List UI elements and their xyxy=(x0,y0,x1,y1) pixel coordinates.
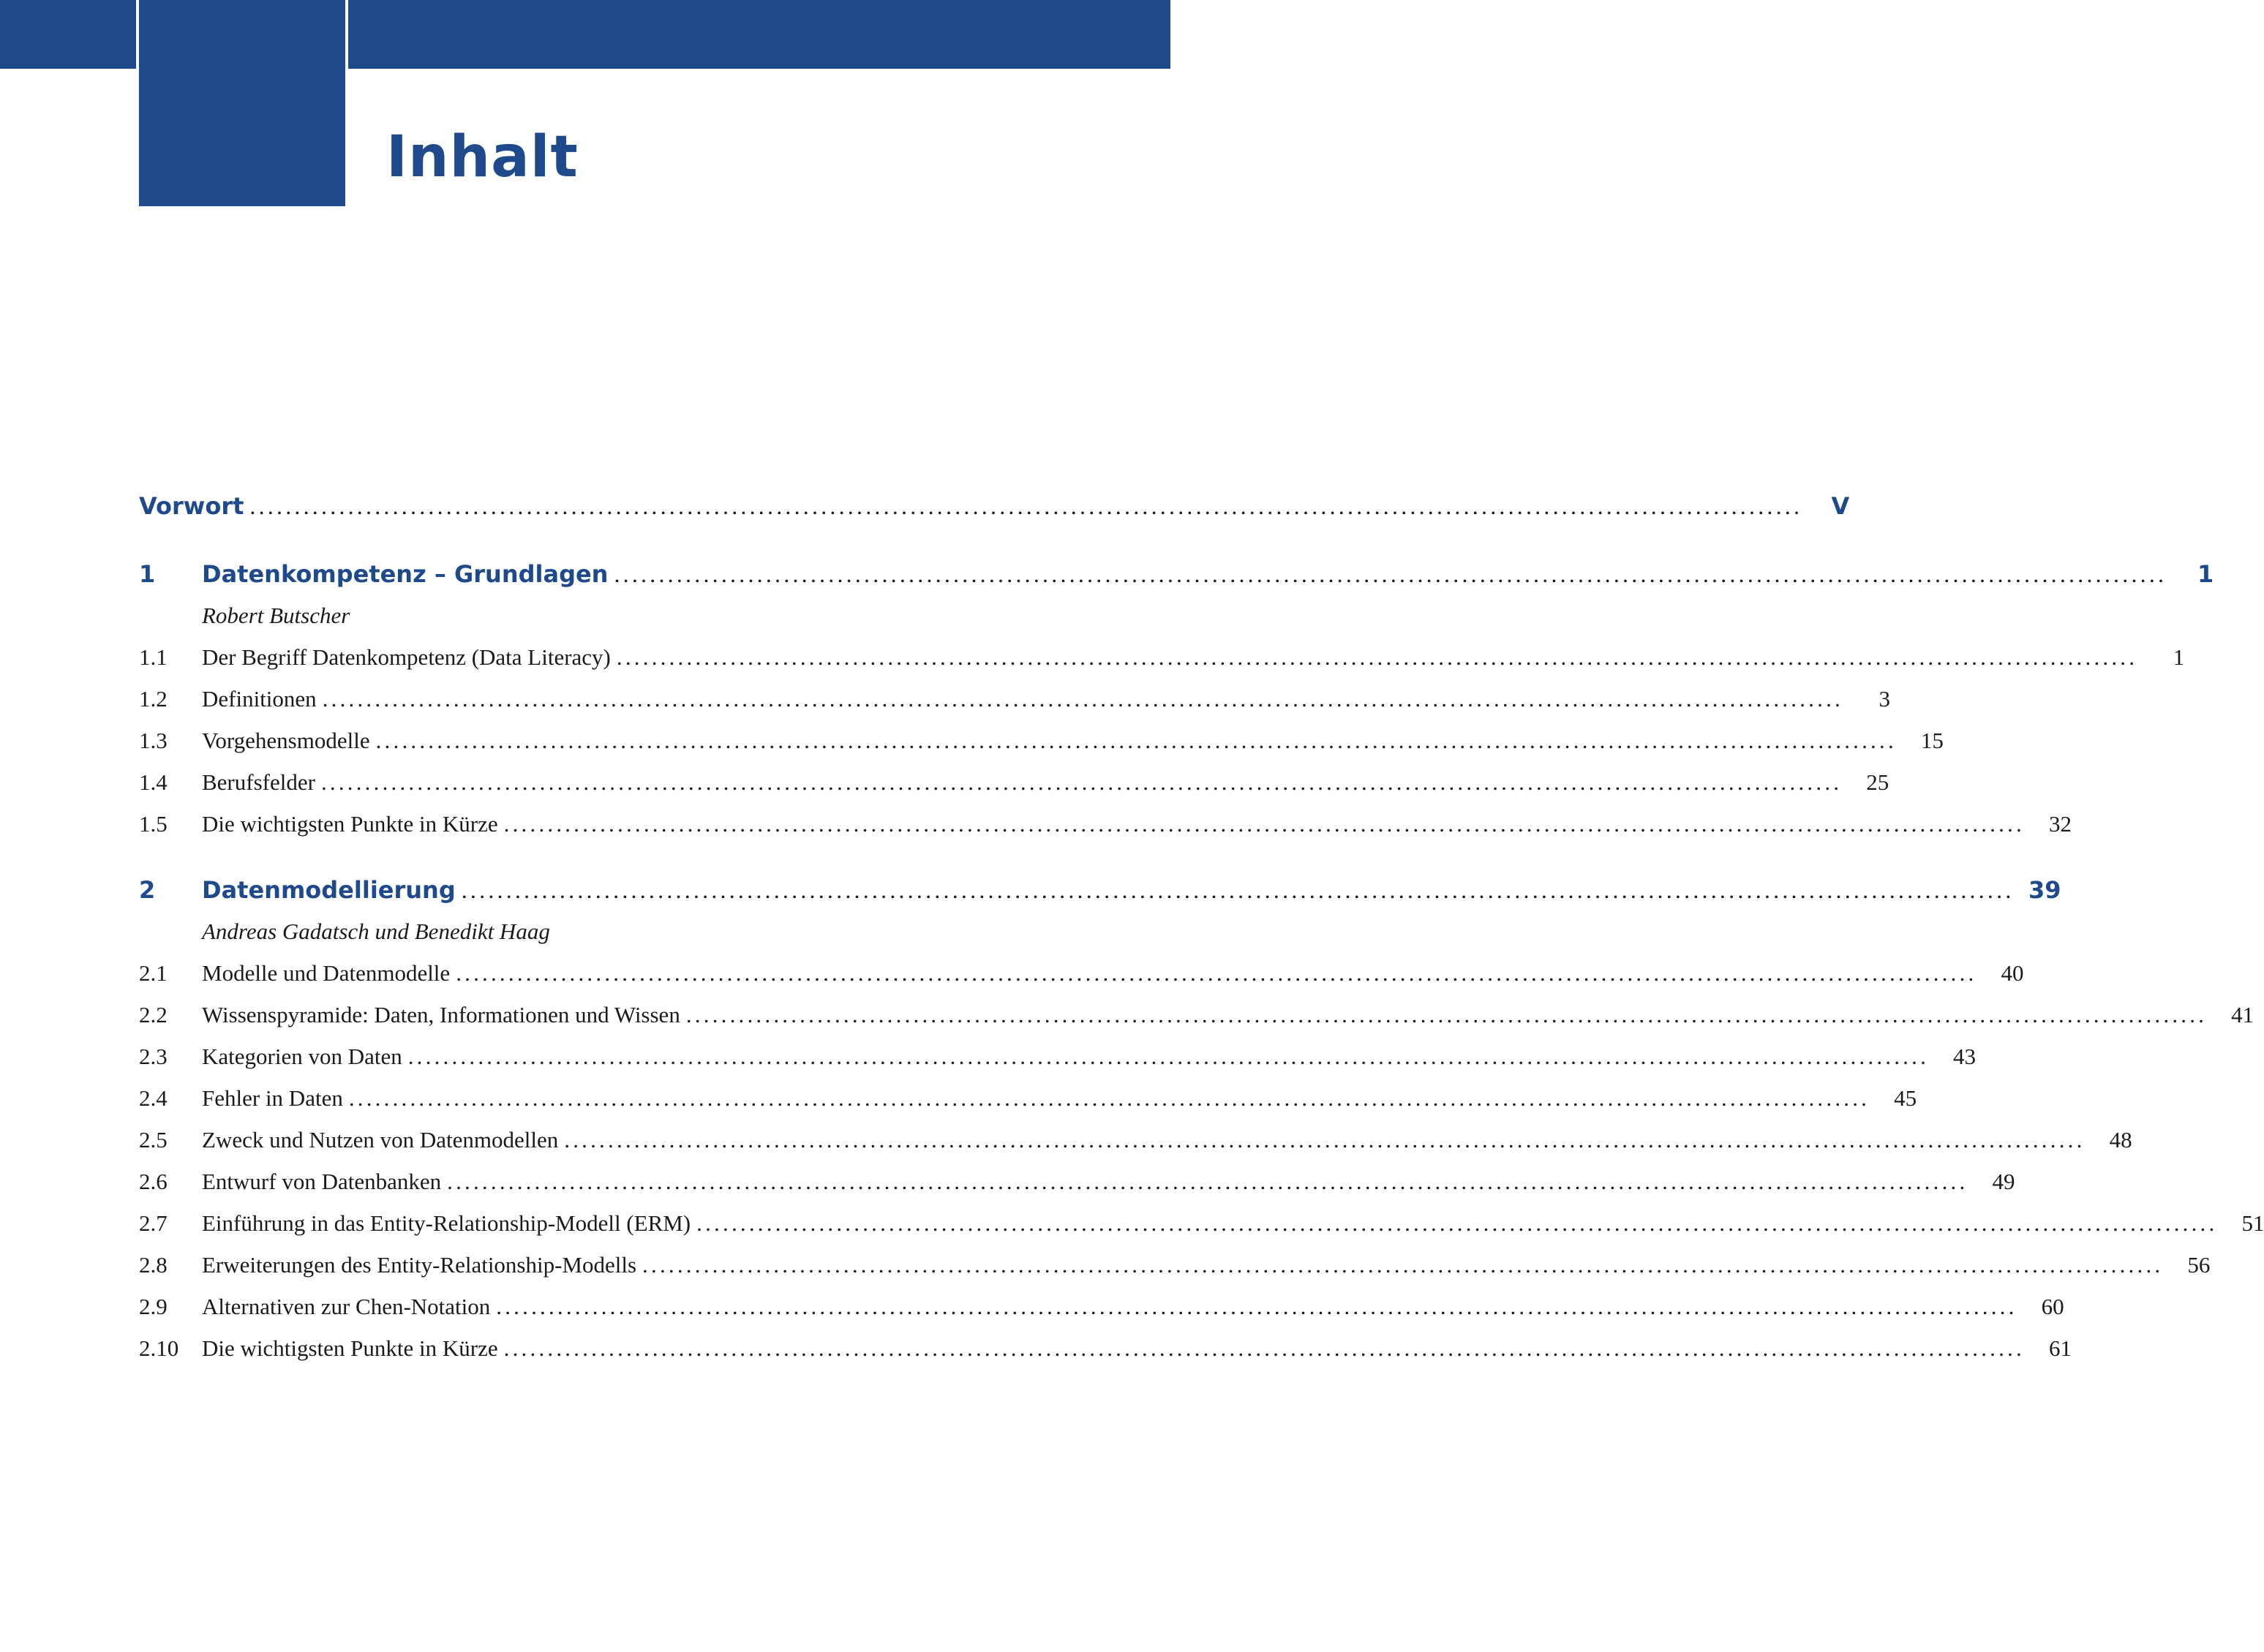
toc-leader: .............................................................................................................................................................................. xyxy=(642,1251,2164,1278)
toc-section-title: Die wichtigsten Punkte in Kürze xyxy=(202,810,498,837)
toc-section[interactable] xyxy=(139,1199,2264,1236)
toc-page-number: 25 xyxy=(1866,769,1889,795)
toc-page-number: 49 xyxy=(1992,1168,2015,1194)
toc-leader: .............................................................................................................................................................................. xyxy=(456,959,1977,986)
toc-page-number: 48 xyxy=(2109,1126,2132,1153)
toc-section[interactable] xyxy=(139,675,1890,712)
toc-section-number: 2.3 xyxy=(139,1043,168,1069)
toc-leader: .............................................................................................................................................................................. xyxy=(616,644,2138,670)
toc-section-title: Modelle und Datenmodelle xyxy=(202,959,451,986)
toc-section-number: 1.1 xyxy=(139,644,168,670)
toc-section-title: Die wichtigsten Punkte in Kürze xyxy=(202,1335,498,1361)
toc-section-title: Fehler in Daten xyxy=(202,1085,343,1111)
toc-section[interactable] xyxy=(139,1158,2015,1194)
toc-section[interactable] xyxy=(139,717,1944,753)
toc-leader: .............................................................................................................................................................................. xyxy=(496,1293,2017,1319)
toc-page-number: 40 xyxy=(2001,959,2024,986)
toc-section-title: Kategorien von Daten xyxy=(202,1043,402,1069)
toc-section-title: Vorgehensmodelle xyxy=(202,727,370,753)
toc-section-title: Alternativen zur Chen-Notation xyxy=(202,1293,491,1319)
toc-section-title: Wissenspyramide: Daten, Informationen und Wissen xyxy=(202,1001,680,1027)
toc-section[interactable] xyxy=(139,1116,2132,1153)
toc-leader: .............................................................................................................................................................................. xyxy=(503,810,2025,837)
toc-section[interactable] xyxy=(139,1283,2064,1319)
toc-section-number: 1.3 xyxy=(139,727,168,753)
toc-section-number: 2.2 xyxy=(139,1001,168,1027)
toc-section-number: 2.6 xyxy=(139,1168,168,1194)
header-bar-right xyxy=(348,0,1170,69)
toc-page-number: 61 xyxy=(2048,1335,2072,1361)
toc-section-number: 2.5 xyxy=(139,1126,168,1153)
toc-leader: .............................................................................................................................................................................. xyxy=(564,1126,2086,1153)
toc-chapter-title: Datenmodellierung xyxy=(202,875,456,904)
toc-section[interactable] xyxy=(139,949,2024,986)
toc-chapter-title: Datenkompetenz – Grundlagen xyxy=(202,559,609,588)
toc-leader: .............................................................................................................................................................................. xyxy=(447,1168,1968,1194)
toc-section-number: 2.4 xyxy=(139,1085,168,1111)
toc-section-title: Definitionen xyxy=(202,685,317,712)
toc-section-number: 2.1 xyxy=(139,959,168,986)
toc-leader: .............................................................................................................................................................................. xyxy=(614,560,2167,587)
toc-leader: .............................................................................................................................................................................. xyxy=(322,685,1843,712)
toc-leader: .............................................................................................................................................................................. xyxy=(249,492,1803,519)
toc-section[interactable] xyxy=(139,800,2072,837)
toc-section-title: Entwurf von Datenbanken xyxy=(202,1168,442,1194)
toc-chapter-2[interactable] xyxy=(139,867,2061,904)
toc-section[interactable] xyxy=(139,1324,2072,1361)
toc-leader: .............................................................................................................................................................................. xyxy=(375,727,1897,753)
toc-page-number: 45 xyxy=(1894,1085,1917,1111)
toc-entry-label: Vorwort xyxy=(139,491,244,520)
toc-page-number: V xyxy=(1831,491,1850,520)
toc-leader: .............................................................................................................................................................................. xyxy=(320,769,1843,795)
toc-chapter-author xyxy=(139,592,1001,628)
toc-section[interactable] xyxy=(139,758,1889,795)
toc-section[interactable] xyxy=(139,633,2185,670)
toc-leader: .............................................................................................................................................................................. xyxy=(503,1335,2025,1361)
toc-section[interactable] xyxy=(139,1241,2211,1278)
toc-section[interactable] xyxy=(139,1074,1917,1111)
toc-section-title: Einführung in das Entity-Relationship-Modell (ERM) xyxy=(202,1210,691,1236)
toc-page-number: 1 xyxy=(2173,644,2185,670)
toc-section-number: 2.10 xyxy=(139,1335,179,1361)
toc-leader: .............................................................................................................................................................................. xyxy=(407,1043,1930,1069)
toc-section-title: Der Begriff Datenkompetenz (Data Literacy) xyxy=(202,644,611,670)
header-accent-block xyxy=(139,0,345,206)
toc-entry-vorwort[interactable] xyxy=(139,483,1850,520)
toc-page-number: 56 xyxy=(2187,1251,2211,1278)
toc-section[interactable] xyxy=(139,1033,1977,1069)
toc-section-number: 2.8 xyxy=(139,1251,168,1278)
toc-section-title: Zweck und Nutzen von Datenmodellen xyxy=(202,1126,559,1153)
toc-page-number: 1 xyxy=(2197,559,2214,588)
toc-page-number: 43 xyxy=(1953,1043,1977,1069)
toc-page-number: 32 xyxy=(2048,810,2072,837)
toc-page-number: 15 xyxy=(1920,727,1944,753)
toc-chapter-1[interactable] xyxy=(139,551,2214,588)
toc-chapter-number: 2 xyxy=(139,875,156,904)
toc-section[interactable] xyxy=(139,991,2254,1027)
header-bar-left xyxy=(0,0,136,69)
toc-chapter-number: 1 xyxy=(139,559,156,588)
toc-author-name: Andreas Gadatsch und Benedikt Haag xyxy=(202,918,550,944)
toc-section-number: 2.7 xyxy=(139,1210,168,1236)
toc-leader: .............................................................................................................................................................................. xyxy=(685,1001,2208,1027)
toc-page-number: 3 xyxy=(1878,685,1890,712)
toc-page-number: 41 xyxy=(2231,1001,2254,1027)
toc-chapter-author xyxy=(139,908,1001,944)
toc-page-number: 60 xyxy=(2041,1293,2064,1319)
toc-leader: .............................................................................................................................................................................. xyxy=(696,1210,2218,1236)
toc-section-title: Berufsfelder xyxy=(202,769,315,795)
toc-leader: .............................................................................................................................................................................. xyxy=(461,876,2015,903)
toc-author-name: Robert Butscher xyxy=(202,602,350,628)
toc-section-title: Erweiterungen des Entity-Relationship-Modells xyxy=(202,1251,637,1278)
toc-section-number: 1.5 xyxy=(139,810,168,837)
toc-page-number: 51 xyxy=(2241,1210,2264,1236)
toc-section-number: 2.9 xyxy=(139,1293,168,1319)
toc-section-number: 1.4 xyxy=(139,769,168,795)
toc-leader: .............................................................................................................................................................................. xyxy=(348,1085,1870,1111)
toc-page-number: 39 xyxy=(2028,875,2061,904)
page-title: Inhalt xyxy=(386,124,579,190)
toc-section-number: 1.2 xyxy=(139,685,168,712)
